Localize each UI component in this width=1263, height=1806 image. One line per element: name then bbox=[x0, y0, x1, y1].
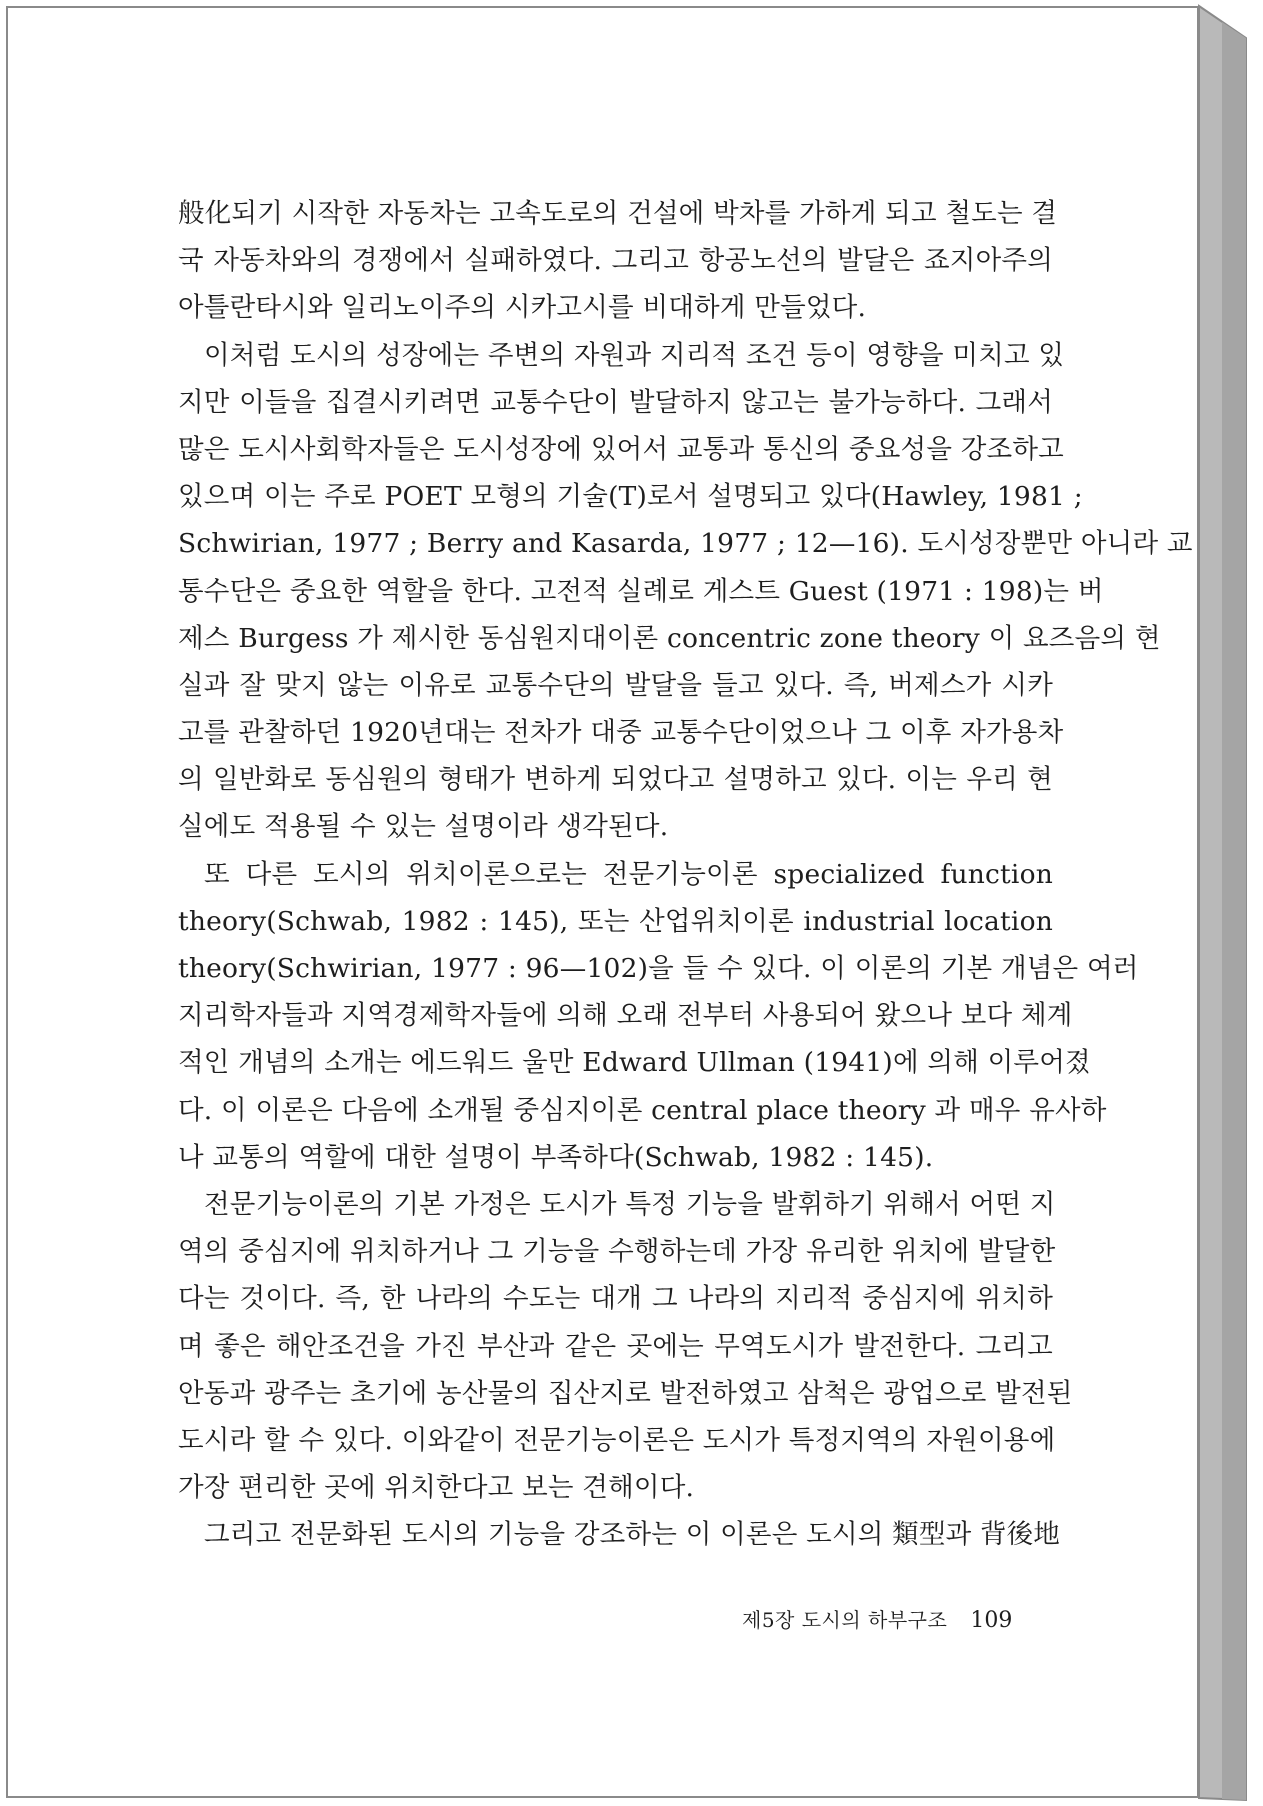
text-line: 다. 이 이론은 다음에 소개될 중심지이론 central place theory 과 매우 유사하 bbox=[178, 1094, 1107, 1126]
text-line: 있으며 이는 주로 POET 모형의 기술(T)로서 설명되고 있다(Hawley, 1981 ; bbox=[178, 481, 1083, 513]
text-line: 또 다른 도시의 위치이론으로는 전문기능이론 specialized function bbox=[204, 858, 1053, 890]
text-line: 역의 중심지에 위치하거나 그 기능을 수행하는데 가장 유리한 위치에 발달한 bbox=[178, 1236, 1056, 1268]
text-line: 지만 이들을 집결시키려면 교통수단이 발달하지 않고는 불가능하다. 그래서 bbox=[178, 386, 1053, 418]
text-line: 많은 도시사회학자들은 도시성장에 있어서 교통과 통신의 중요성을 강조하고 bbox=[178, 433, 1064, 465]
text-line: 般化되기 시작한 자동차는 고속도로의 건설에 박차를 가하게 되고 철도는 결 bbox=[178, 198, 1058, 229]
text-line: 적인 개념의 소개는 에드워드 울만 Edward Ullman (1941)에 의해 이루어졌 bbox=[178, 1047, 1091, 1079]
text-line: 통수단은 중요한 역할을 한다. 고전적 실례로 게스트 Guest (1971 : 198)는 버 bbox=[178, 575, 1104, 607]
text-line: theory(Schwab, 1982 : 145), 또는 산업위치이론 industrial location bbox=[178, 905, 1053, 937]
text-line: 도시라 할 수 있다. 이와같이 전문기능이론은 도시가 특정지역의 자원이용에 bbox=[178, 1424, 1056, 1456]
text-line: 가장 편리한 곳에 위치한다고 보는 견해이다. bbox=[178, 1472, 695, 1504]
text-line: 지리학자들과 지역경제학자들에 의해 오래 전부터 사용되어 왔으나 보다 체계 bbox=[178, 1000, 1073, 1032]
page-number: 109 bbox=[970, 1608, 1013, 1633]
text-line: 안동과 광주는 초기에 농산물의 집산지로 발전하였고 삼척은 광업으로 발전된 bbox=[178, 1377, 1073, 1409]
body-text bbox=[178, 190, 1193, 1558]
text-line: 그리고 전문화된 도시의 기능을 강조하는 이 이론은 도시의 類型과 背後地 bbox=[204, 1519, 1061, 1551]
text-line: 국 자동차와의 경쟁에서 실패하였다. 그리고 항공노선의 발달은 죠지아주의 bbox=[178, 245, 1053, 277]
paragraph bbox=[178, 1181, 1073, 1511]
text-line: 이처럼 도시의 성장에는 주변의 자원과 지리적 조건 등이 영향을 미치고 있 bbox=[204, 339, 1065, 371]
text-line: 나 교통의 역할에 대한 설명이 부족하다(Schwab, 1982 : 145). bbox=[178, 1141, 934, 1173]
text-line: Schwirian, 1977 ; Berry and Kasarda, 1977 ; 12—16). 도시성장뿐만 아니라 교 bbox=[178, 528, 1193, 560]
paragraph bbox=[178, 851, 1139, 1181]
page-footer bbox=[742, 1604, 1042, 1644]
text-line: 다는 것이다. 즉, 한 나라의 수도는 대개 그 나라의 지리적 중심지에 위치하 bbox=[178, 1283, 1053, 1315]
text-line: theory(Schwirian, 1977 : 96—102)을 들 수 있다. 이 이론의 기본 개념은 여러 bbox=[178, 953, 1139, 984]
text-line: 고를 관찰하던 1920년대는 전차가 대중 교통수단이었으나 그 이후 자가용차 bbox=[178, 717, 1064, 749]
text-line: 전문기능이론의 기본 가정은 도시가 특정 기능을 발휘하기 위해서 어떤 지 bbox=[204, 1188, 1056, 1220]
text-line: 며 좋은 해안조건을 가진 부산과 같은 곳에는 무역도시가 발전한다. 그리고 bbox=[178, 1330, 1053, 1362]
text-line: 아틀란타시와 일리노이주의 시카고시를 비대하게 만들었다. bbox=[178, 292, 867, 324]
paragraph bbox=[178, 1511, 1061, 1558]
paragraph bbox=[178, 332, 1193, 851]
text-line: 실에도 적용될 수 있는 설명이라 생각된다. bbox=[178, 811, 669, 843]
paragraph bbox=[178, 190, 1058, 332]
chapter-title: 제5장 도시의 하부구조 bbox=[742, 1608, 948, 1632]
text-line: 실과 잘 맞지 않는 이유로 교통수단의 발달을 들고 있다. 즉, 버제스가 시카 bbox=[178, 669, 1053, 701]
text-line: 의 일반화로 동심원의 형태가 변하게 되었다고 설명하고 있다. 이는 우리 현 bbox=[178, 764, 1053, 796]
text-line: 제스 Burgess 가 제시한 동심원지대이론 concentric zone theory 이 요즈음의 현 bbox=[178, 622, 1161, 654]
